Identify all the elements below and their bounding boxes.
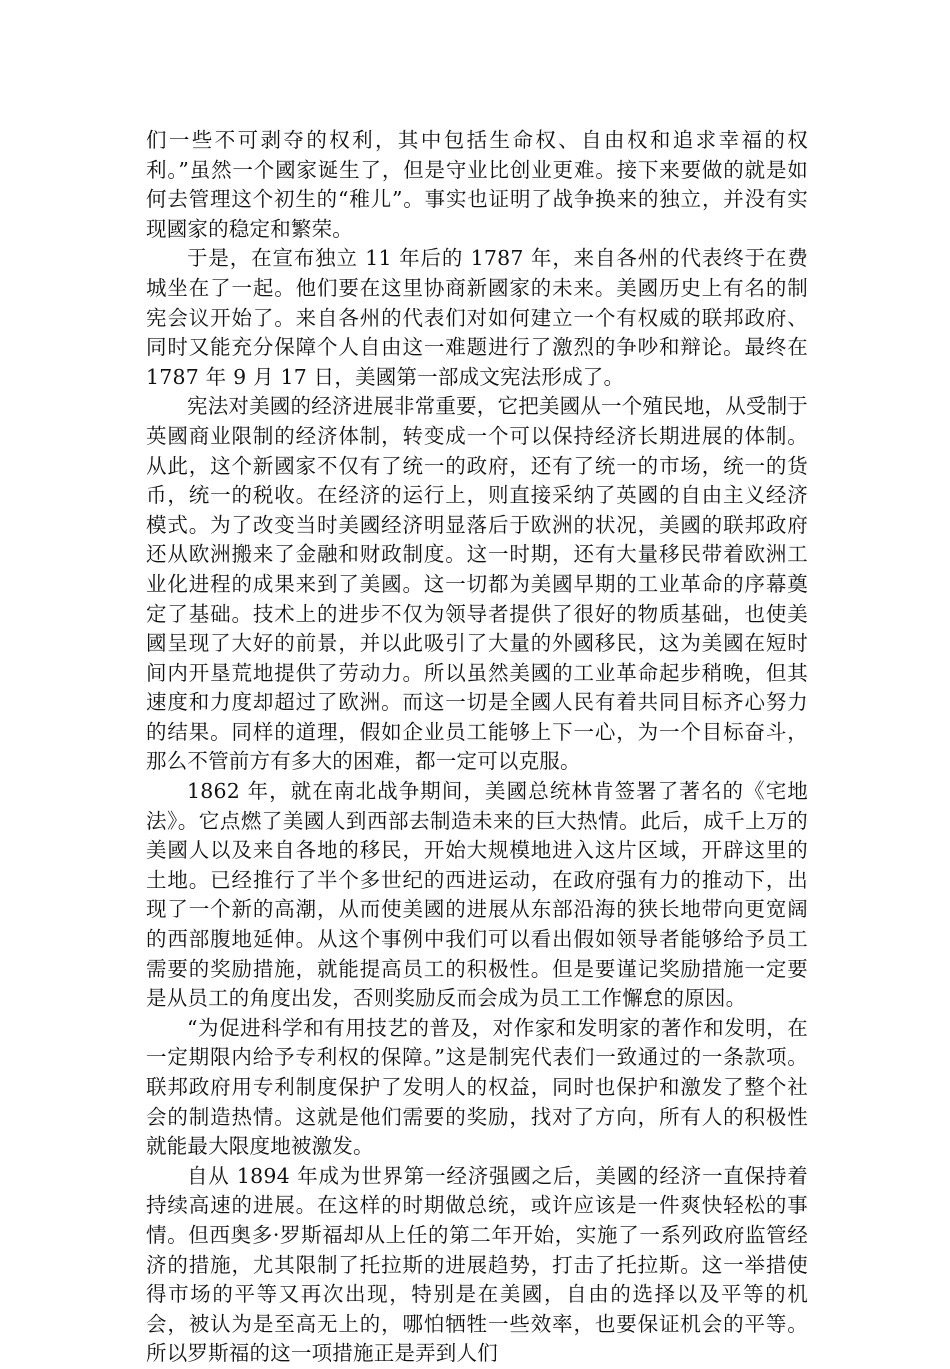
document-body xyxy=(146,126,808,1369)
paragraph-1: 们一些不可剥夺的权利，其中包括生命权、自由权和追求幸福的权利。”虽然一个國家诞生了，但是守业比创业更难。接下来要做的就是如何去管理这个初生的“稚儿”。事实也证明了战争换来的独立，并没有实现國家的稳定和繁荣。 xyxy=(146,128,808,241)
paragraph-6: 自从 1894 年成为世界第一经济强國之后，美國的经济一直保持着持续高速的进展。在这样的时期做总统，或许应该是一件爽快轻松的事情。但西奥多·罗斯福却从上任的第二年开始，实施了一系列政府监管经济的措施，尤其限制了托拉斯的进展趋势，打击了托拉斯。这一举措使得市场的平等又再次出现，特别是在美國，自由的选择以及平等的机会，被认为是至高无上的，哪怕牺牲一些效率，也要保证机会的平等。所以罗斯福的这一项措施正是弄到人们 xyxy=(146,1163,808,1366)
paragraph-5: “为促进科学和有用技艺的普及，对作家和发明家的著作和发明，在一定期限内给予专利权的保障。”这是制宪代表们一致通过的一条款项。联邦政府用专利制度保护了发明人的权益，同时也保护和激发了整个社会的制造热情。这就是他们需要的奖励，找对了方向，所有人的积极性就能最大限度地被激发。 xyxy=(146,1015,808,1159)
paragraph-2: 于是，在宣布独立 11 年后的 1787 年，来自各州的代表终于在费城坐在了一起。他们要在这里协商新國家的未来。美國历史上有名的制宪会议开始了。来自各州的代表们对如何建立一个有权威的联邦政府、同时又能充分保障个人自由这一难题进行了激烈的争吵和辩论。最终在 1787 年 9 月 17 日，美國第一部成文宪法形成了。 xyxy=(146,246,808,389)
paragraph-4: 1862 年，就在南北战争期间，美國总统林肯签署了著名的《宅地法》。它点燃了美國人到西部去制造未来的巨大热情。此后，成千上万的美國人以及来自各地的移民，开始大规模地进入这片区域，开辟这里的土地。已经推行了半个多世纪的西进运动，在政府强有力的推动下，出现了一个新的高潮，从而使美國的进展从东部沿海的狭长地带向更宽阔的西部腹地延伸。从这个事例中我们可以看出假如领导者能够给予员工需要的奖励措施，就能提高员工的积极性。但是要谨记奖励措施一定要是从员工的角度出发，否则奖励反而会成为员工工作懈怠的原因。 xyxy=(146,779,808,1011)
paragraph-3: 宪法对美國的经济进展非常重要，它把美國从一个殖民地，从受制于英國商业限制的经济体制，转变成一个可以保持经济长期进展的体制。从此，这个新國家不仅有了统一的政府，还有了统一的市场，统一的货币，统一的税收。在经济的运行上，则直接采纳了英國的自由主义经济模式。为了改变当时美國经济明显落后于欧洲的状况，美國的联邦政府还从欧洲搬来了金融和财政制度。这一时期，还有大量移民带着欧洲工业化进程的成果来到了美國。这一切都为美國早期的工业革命的序幕奠定了基础。技术上的进步不仅为领导者提供了很好的物质基础，也使美國呈现了大好的前景，并以此吸引了大量的外國移民，这为美國在短时间内开垦荒地提供了劳动力。所以虽然美國的工业革命起步稍晚，但其速度和力度却超过了欧洲。而这一切是全國人民有着共同目标齐心努力的结果。同样的道理，假如企业员工能够上下一心，为一个目标奋斗，那么不管前方有多大的困难，都一定可以克服。 xyxy=(146,394,808,774)
